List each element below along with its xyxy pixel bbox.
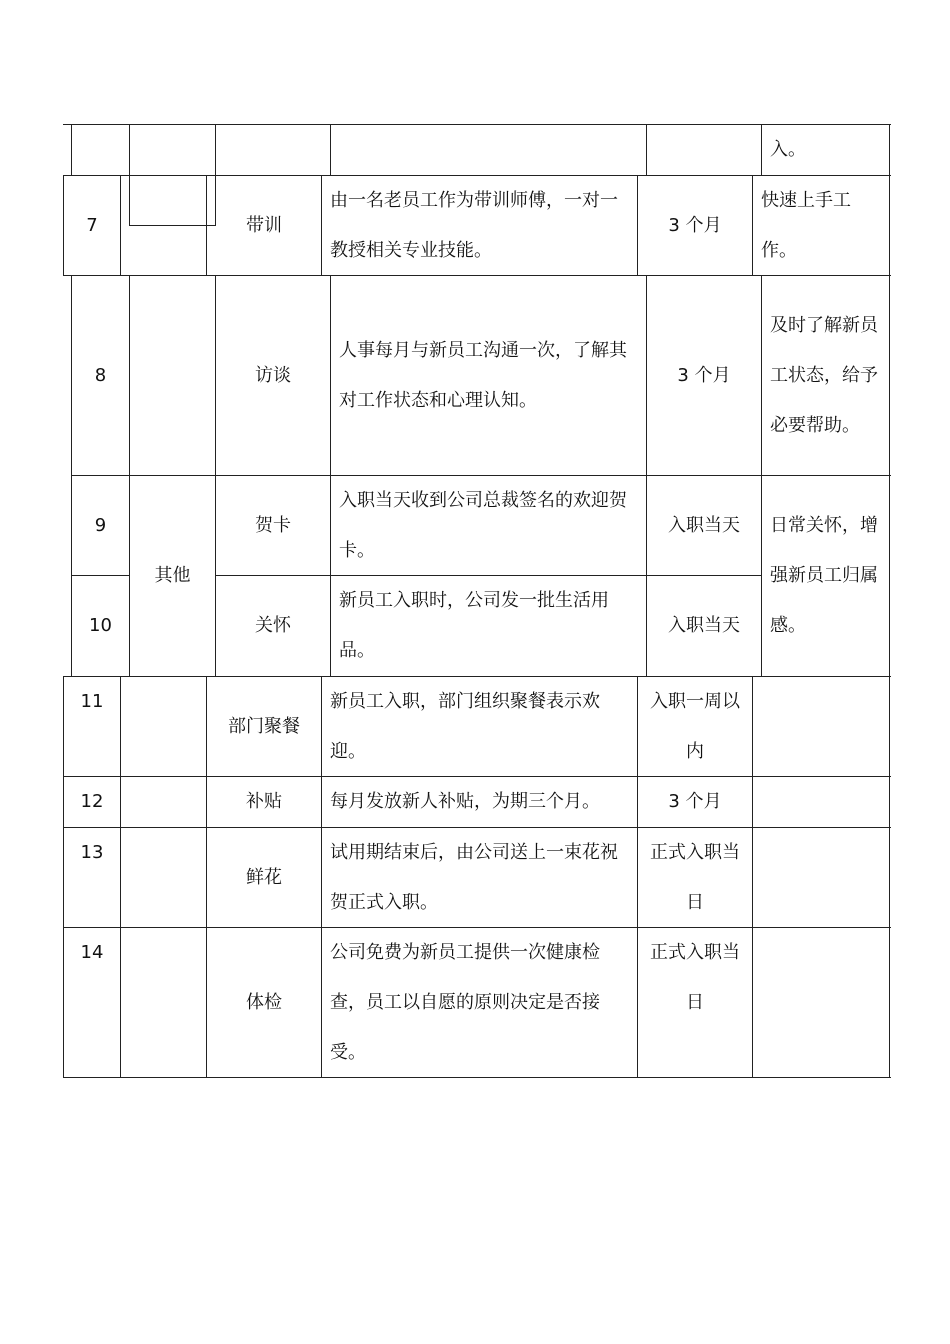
period-cell: 正式入职当日 <box>650 841 740 913</box>
table-line <box>889 175 890 276</box>
content-cell: 新员工入职，部门组织聚餐表示欢迎。 <box>330 690 600 762</box>
row-number: 9 <box>94 514 107 536</box>
item-cell: 贺卡 <box>255 514 291 536</box>
item-cell: 关怀 <box>255 615 291 636</box>
content-cell: 人事每月与新员工沟通一次，了解其对工作状态和心理认知。 <box>339 339 627 411</box>
table-line <box>889 275 890 676</box>
row-number: 8 <box>94 364 107 386</box>
table-line <box>129 175 130 226</box>
table-line <box>129 124 130 176</box>
effect-cell: 及时了解新员工状态，给予必要帮助。 <box>770 314 878 436</box>
row-number: 7 <box>86 214 98 236</box>
content-cell: 公司免费为新员工提供一次健康检查，员工以自愿的原则决定是否接受。 <box>330 941 600 1063</box>
content-cell: 试用期结束后，由公司送上一束花祝贺正式入职。 <box>330 841 618 913</box>
table-line <box>889 124 890 176</box>
effect-cell: 日常关怀，增强新员工归属感。 <box>770 515 878 636</box>
effect-cell: 快速上手工作。 <box>761 189 851 261</box>
item-cell: 体检 <box>246 991 282 1013</box>
category-cell: 其他 <box>154 565 191 586</box>
period-cell: 3 个月 <box>677 364 731 386</box>
table-line <box>120 676 121 1078</box>
period-cell: 入职一周以内 <box>650 690 740 762</box>
period-cell: 正式入职当日 <box>650 942 740 1013</box>
period-cell: 3 个月 <box>668 214 722 236</box>
table-line <box>129 225 216 226</box>
item-cell: 访谈 <box>255 364 291 386</box>
table-line <box>752 676 753 1078</box>
period-cell: 3 个月 <box>668 791 722 812</box>
table-line <box>330 124 331 176</box>
content-cell: 由一名老员工作为带训师傅，一对一教授相关专业技能。 <box>330 189 618 261</box>
table-line <box>120 175 121 276</box>
period-cell: 入职当天 <box>668 615 740 636</box>
row-number: 10 <box>89 615 112 636</box>
row-number: 12 <box>80 791 104 812</box>
table-line <box>646 124 647 176</box>
content-cell: 新员工入职时，公司发一批生活用品。 <box>339 590 609 661</box>
table-line <box>889 676 890 1078</box>
row-number: 13 <box>80 842 104 863</box>
table-line <box>71 124 72 176</box>
item-cell: 部门聚餐 <box>228 715 300 737</box>
effect-cell: 入。 <box>770 139 806 160</box>
content-cell: 每月发放新人补贴，为期三个月。 <box>330 791 600 812</box>
item-cell: 带训 <box>246 214 282 236</box>
table-line <box>215 124 216 176</box>
period-cell: 入职当天 <box>668 514 740 536</box>
item-cell: 补贴 <box>246 791 282 812</box>
row-number: 11 <box>80 691 104 712</box>
row-number: 14 <box>80 942 104 963</box>
item-cell: 鲜花 <box>246 866 282 888</box>
content-cell: 入职当天收到公司总裁签名的欢迎贺卡。 <box>339 489 627 561</box>
